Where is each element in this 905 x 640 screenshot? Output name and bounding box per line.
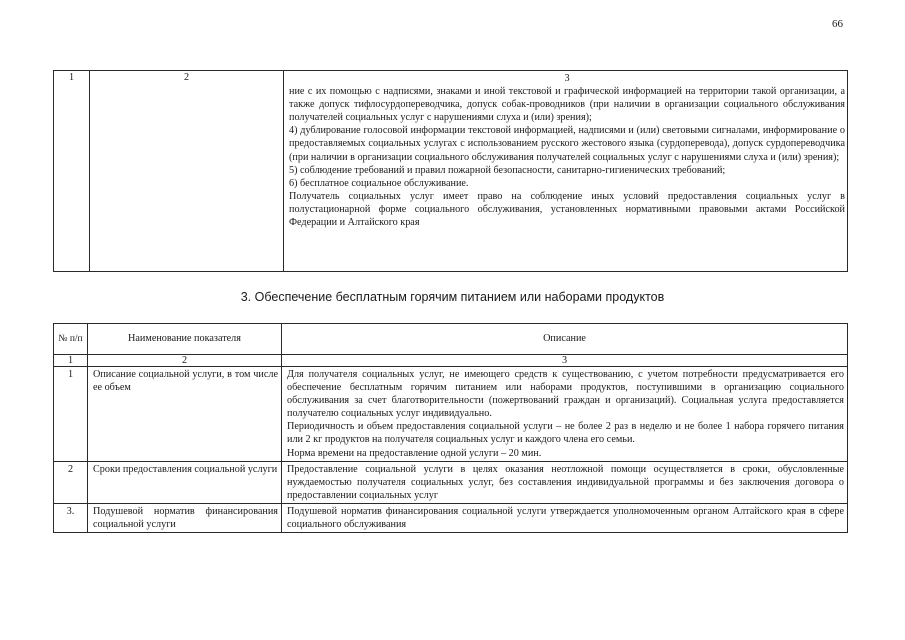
continued-paragraph: Получатель социальных услуг имеет право на соблюдение иных условий предоставления социальных услуг в полустационарной форме социального обслуживания, установленных нормативными правовыми актами Российской Федерации и Алтайского края [289, 190, 845, 229]
description-paragraph: Норма времени на предоставление одной услуги – 20 мин. [287, 447, 542, 459]
column-number-1: 1 [68, 72, 75, 83]
continued-col-2 [90, 71, 284, 272]
description-paragraph: Для получателя социальных услуг, не имеющего средств к существованию, с учетом потребности предусматривается его обеспечение бесплатным горячим питанием или наборами продуктов, поступившими в организацию социального обслуживания за счет благотворительности (пожертвований граждан и организаций). Социальная услуга предоставляется получателю социальных услуг индивидуально. [287, 369, 844, 420]
table-row [54, 503, 848, 532]
row-name: Подушевой норматив финансирования социальной услуги [88, 503, 282, 532]
section-title: 3. Обеспечение бесплатным горячим питанием или наборами продуктов [240, 290, 665, 304]
description-paragraph: Периодичность и объем предоставления социальной услуги – не более 2 раз в неделю и не более 1 набора горячего питания или 2 кг продуктов на получателя социальных услуг и каждого члена его семьи. [287, 421, 844, 446]
column-number-2: 2 [183, 72, 190, 83]
column-numbers-row [54, 355, 848, 367]
continued-paragraph: 6) бесплатное социальное обслуживание. [289, 177, 469, 189]
column-number-3: 3 [282, 355, 848, 367]
table-row [54, 461, 848, 503]
row-name: Описание социальной услуги, в том числе ее объем [88, 367, 282, 462]
description-paragraph: Предоставление социальной услуги в целях оказания неотложной помощи осуществляется в сроки, обусловленные нуждаемостью получателя социальных услуг, без составления индивидуальной программы и без заключения договора о предоставлении социальных услуг [287, 463, 844, 501]
continued-table [53, 70, 848, 272]
row-number: 2 [54, 461, 88, 503]
row-description [282, 503, 848, 532]
table-header-row [54, 324, 848, 355]
table-row [54, 367, 848, 462]
column-number-2: 2 [88, 355, 282, 367]
service-table [53, 323, 848, 533]
page-number: 66 [832, 18, 843, 30]
row-number: 3. [54, 503, 88, 532]
row-name: Сроки предоставления социальной услуги [88, 461, 282, 503]
row-number: 1 [54, 367, 88, 462]
continued-col-3 [284, 71, 848, 272]
description-paragraph: Подушевой норматив финансирования социальной услуги утверждается уполномоченным органом Алтайского края в сфере социального обслуживания [287, 505, 844, 531]
row-description [282, 461, 848, 503]
header-description: Описание [282, 324, 848, 355]
continued-paragraph: 4) дублирование голосовой информации текстовой информацией, надписями и (или) световыми сигналами, информирование о предоставляемых социальных услугах с использованием русского жестового языка (сурдоперевода), допуск сурдопереводчика (при наличии в организации социального обслуживания получателей социальных услуг с нарушениями слуха и (или) зрения); [289, 125, 845, 163]
continued-table-row [54, 71, 848, 272]
continued-paragraph: ние с их помощью с надписями, знаками и иной текстовой и графической информацией на территории такой организации, а также допуск тифлосурдопереводчика, допуск собак-проводников (при наличии в организации социального обслуживания получателей социальных услуг с нарушениями слуха и (или) зрения); [289, 86, 845, 124]
column-number-3: 3 [564, 73, 570, 84]
row-description [282, 367, 848, 462]
continued-col-1 [54, 71, 90, 272]
column-number-1: 1 [54, 355, 88, 367]
continued-paragraph: 5) соблюдение требований и правил пожарной безопасности, санитарно-гигиенических требований; [289, 164, 726, 176]
header-num: № п/п [54, 324, 88, 355]
header-name: Наименование показателя [88, 324, 282, 355]
